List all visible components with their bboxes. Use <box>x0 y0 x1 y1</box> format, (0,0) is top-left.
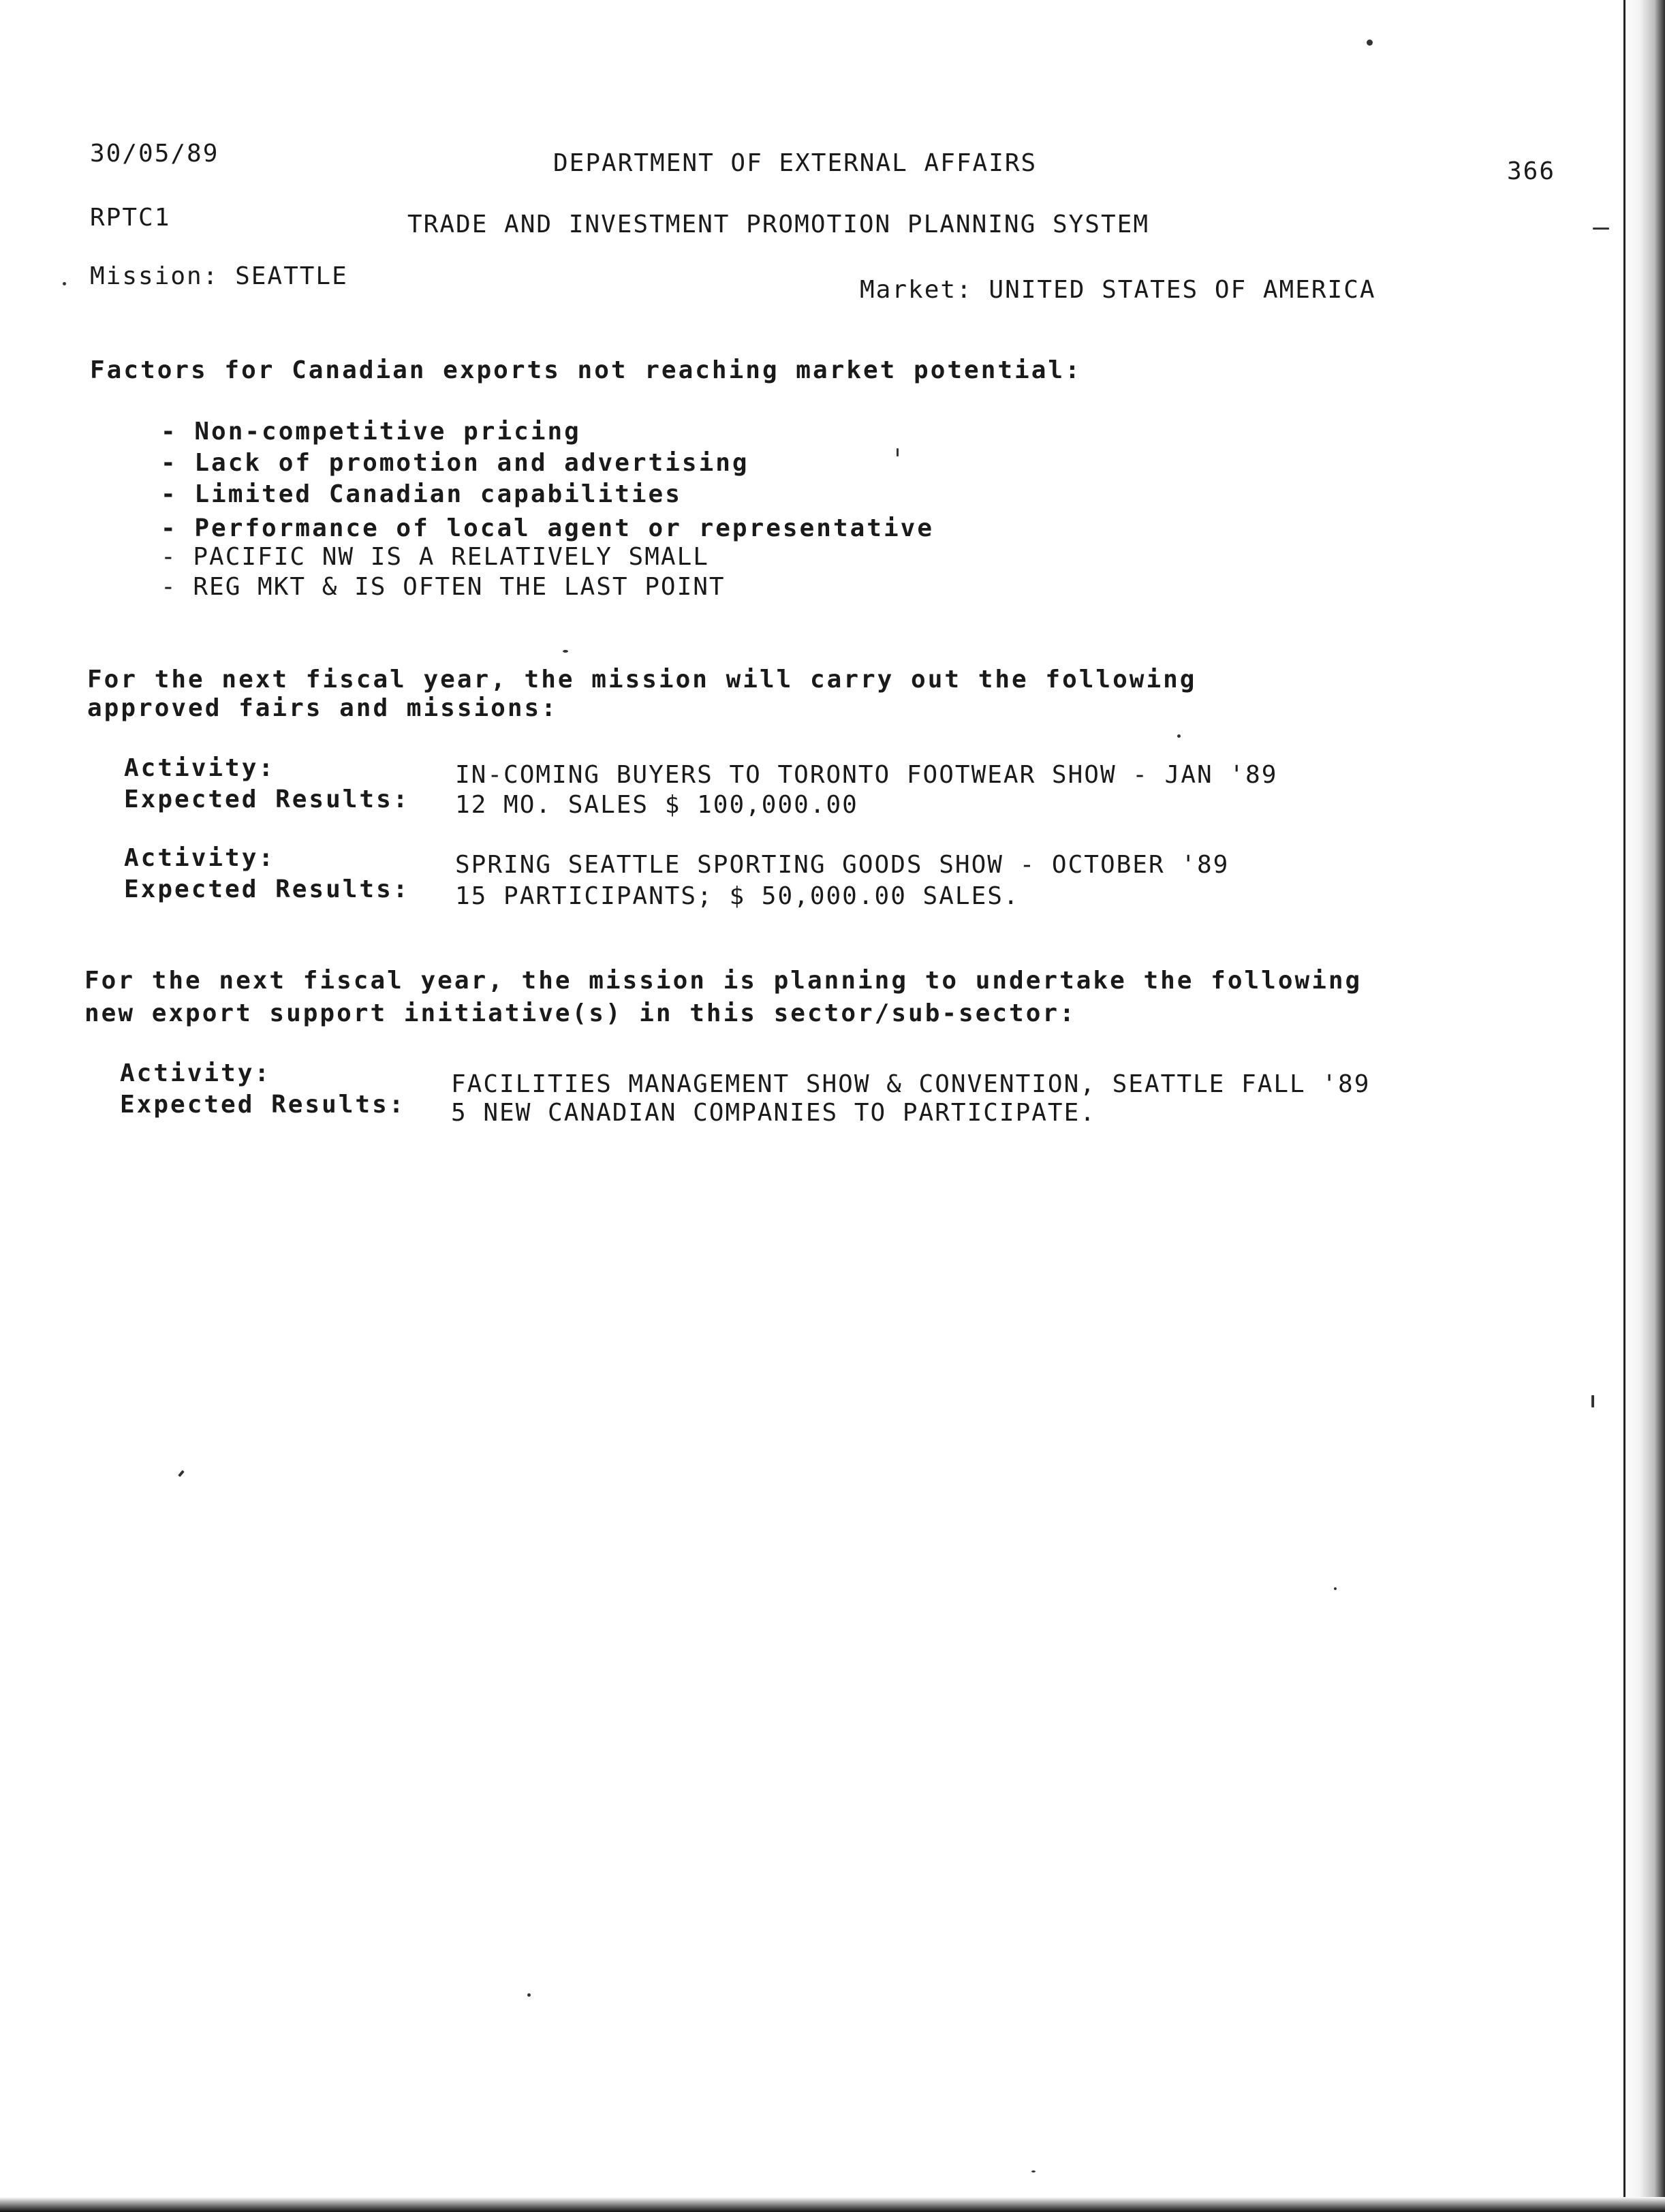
factor-item: - REG MKT & IS OFTEN THE LAST POINT <box>161 573 726 601</box>
factors-heading: Factors for Canadian exports not reaching market potential: <box>90 356 1082 384</box>
scan-speck <box>527 1993 531 1997</box>
scan-speck <box>63 282 66 285</box>
activity-label: Activity: <box>124 844 276 872</box>
initiatives-heading-line2: new export support initiative(s) in this sector/sub-sector: <box>84 999 1076 1027</box>
activity-label: Activity: <box>120 1059 272 1087</box>
scan-speck <box>178 1470 184 1477</box>
approved-heading-line2: approved fairs and missions: <box>87 694 558 722</box>
expected-results-label: Expected Results: <box>120 1091 406 1119</box>
expected-results-label: Expected Results: <box>124 785 410 813</box>
activity-label: Activity: <box>124 754 276 782</box>
scan-edge-line <box>1623 0 1625 2212</box>
activity-value: FACILITIES MANAGEMENT SHOW & CONVENTION, SEATTLE FALL '89 <box>451 1070 1371 1098</box>
factor-item: - PACIFIC NW IS A RELATIVELY SMALL <box>161 543 709 571</box>
market-label: Market: UNITED STATES OF AMERICA <box>860 276 1376 304</box>
report-date: 30/05/89 <box>90 140 219 168</box>
department-title: DEPARTMENT OF EXTERNAL AFFAIRS <box>553 149 1038 177</box>
factor-item: - Lack of promotion and advertising <box>161 449 749 477</box>
expected-results-value: 5 NEW CANADIAN COMPANIES TO PARTICIPATE. <box>451 1099 1096 1127</box>
factor-item: - Non-competitive pricing <box>161 418 581 446</box>
expected-results-label: Expected Results: <box>124 875 410 903</box>
activity-value: IN-COMING BUYERS TO TORONTO FOOTWEAR SHOW - JAN '89 <box>455 761 1278 789</box>
mission-label: Mission: SEATTLE <box>90 262 348 290</box>
expected-results-value: 15 PARTICIPANTS; $ 50,000.00 SALES. <box>455 882 1020 910</box>
activity-value: SPRING SEATTLE SPORTING GOODS SHOW - OCTOBER '89 <box>455 851 1230 879</box>
scan-right-edge <box>1623 0 1665 2212</box>
initiatives-heading-line1: For the next fiscal year, the mission is planning to undertake the following <box>84 967 1363 995</box>
page-number: 366 <box>1507 157 1556 185</box>
scan-speck <box>897 448 899 456</box>
system-title: TRADE AND INVESTMENT PROMOTION PLANNING SYSTEM <box>407 211 1149 238</box>
expected-results-value: 12 MO. SALES $ 100,000.00 <box>455 791 858 819</box>
approved-heading-line1: For the next fiscal year, the mission will carry out the following <box>87 666 1197 694</box>
scan-speck <box>1591 1395 1594 1407</box>
factor-item: - Limited Canadian capabilities <box>161 480 682 508</box>
scan-speck <box>1593 228 1609 230</box>
factor-item: - Performance of local agent or representative <box>161 514 934 542</box>
scan-speck <box>1334 1587 1337 1590</box>
scan-speck <box>1367 40 1373 46</box>
scan-speck <box>563 650 568 653</box>
report-code: RPTC1 <box>90 204 171 232</box>
scan-speck <box>1031 2170 1036 2172</box>
scan-speck <box>1177 734 1181 738</box>
scan-bottom-edge <box>0 2197 1665 2212</box>
